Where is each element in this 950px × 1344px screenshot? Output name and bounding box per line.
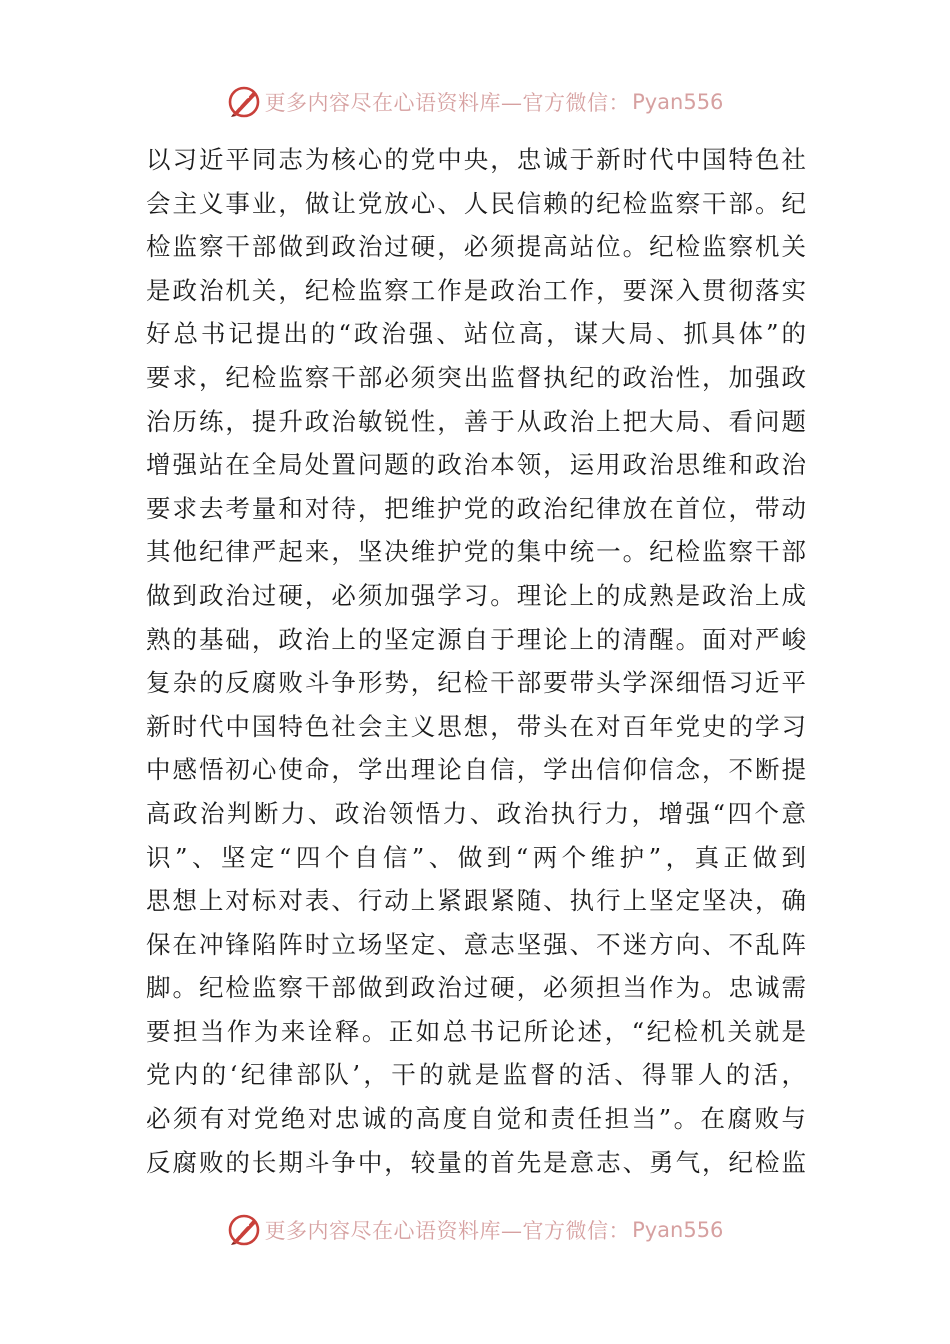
text-line: 以习近平同志为核心的党中央，忠诚于新时代中国特色社 (146, 145, 806, 174)
text-line: 是政治机关，纪检监察工作是政治工作，要深入贯彻落实 (146, 275, 806, 305)
text-line: 中感悟初心使命，学出理论自信，学出信仰信念，不断提 (146, 755, 806, 785)
text-line: 反腐败的长期斗争中，较量的首先是意志、勇气，纪检监 (146, 1147, 806, 1177)
text-line: 做到政治过硬，必须加强学习。理论上的成熟是政治上成 (146, 580, 806, 610)
text-line: 治历练，提升政治敏锐性，善于从政治上把大局、看问题 (146, 406, 806, 436)
text-line: 好总书记提出的“政治强、站位高，谋大局、抓具体”的 (146, 319, 806, 349)
text-line: 必须有对党绝对忠诚的高度自觉和责任担当”。在腐败与 (146, 1104, 806, 1134)
pen-logo-icon (227, 1213, 261, 1247)
text-line: 增强站在全局处置问题的政治本领，运用政治思维和政治 (146, 450, 806, 480)
footer-banner-text: 更多内容尽在心语资料库—官方微信： (264, 1219, 631, 1243)
text-line: 会主义事业，做让党放心、人民信赖的纪检监察干部。纪 (146, 188, 806, 218)
text-line: 要担当作为来诠释。正如总书记所论述，“纪检机关就是 (146, 1016, 806, 1046)
header-banner (0, 80, 950, 124)
text-line: 党内的‘纪律部队’，干的就是监督的活、得罪人的活， (146, 1060, 806, 1090)
text-line: 检监察干部做到政治过硬，必须提高站位。纪检监察机关 (146, 232, 806, 262)
text-line: 熟的基础，政治上的坚定源自于理论上的清醒。面对严峻 (146, 624, 806, 654)
footer-wechat-id: Pyan556 (632, 1218, 724, 1242)
pen-logo-icon (227, 85, 261, 119)
footer-banner (0, 1208, 950, 1252)
text-line: 高政治判断力、政治领悟力、政治执行力，增强“四个意 (146, 798, 806, 828)
text-line: 识”、坚定“四个自信”、做到“两个维护”，真正做到 (146, 842, 806, 872)
text-line: 要求，纪检监察干部必须突出监督执纪的政治性，加强政 (146, 362, 806, 392)
text-line: 要求去考量和对待，把维护党的政治纪律放在首位，带动 (146, 493, 806, 523)
text-line: 其他纪律严起来，坚决维护党的集中统一。纪检监察干部 (146, 537, 806, 567)
header-wechat-id: Pyan556 (632, 90, 724, 114)
document-body (146, 138, 806, 1184)
header-banner-text: 更多内容尽在心语资料库—官方微信： (264, 91, 631, 115)
text-line: 复杂的反腐败斗争形势，纪检干部要带头学深细悟习近平 (146, 668, 806, 698)
text-line: 保在冲锋陷阵时立场坚定、意志坚强、不迷方向、不乱阵 (146, 929, 806, 959)
text-line: 思想上对标对表、行动上紧跟紧随、执行上坚定坚决，确 (146, 886, 806, 916)
text-line: 脚。纪检监察干部做到政治过硬，必须担当作为。忠诚需 (146, 973, 806, 1003)
text-line: 新时代中国特色社会主义思想，带头在对百年党史的学习 (146, 711, 806, 741)
